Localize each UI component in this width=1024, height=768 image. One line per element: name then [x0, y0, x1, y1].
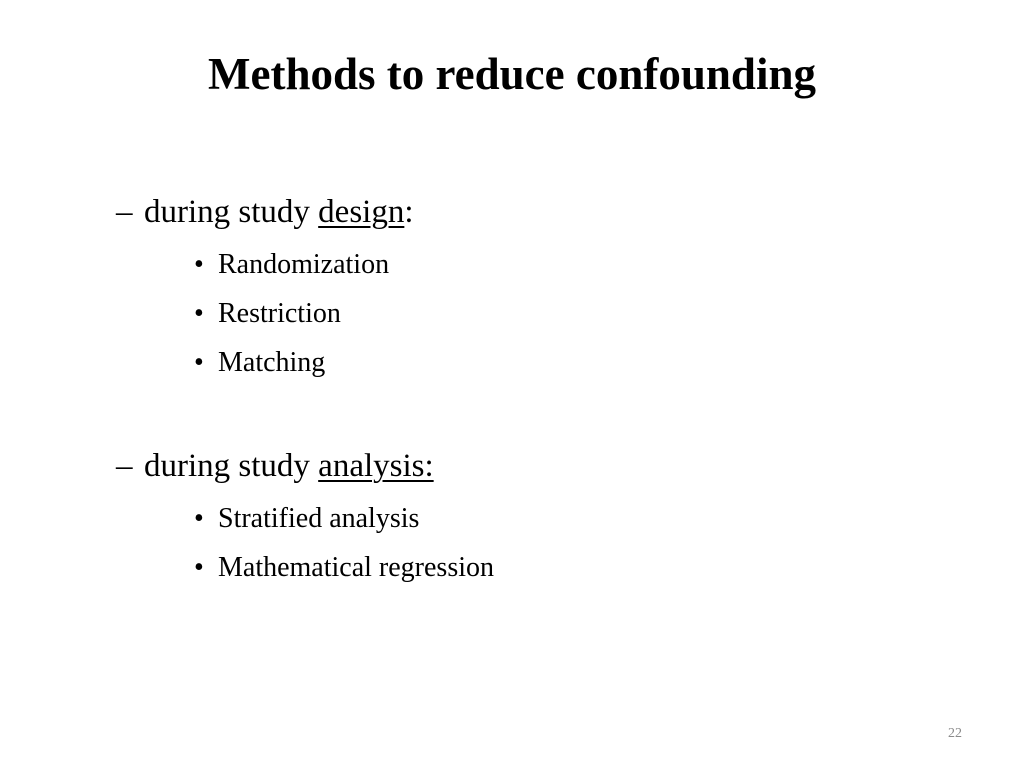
section-keyword-analysis: analysis:: [318, 448, 434, 484]
list-item: [144, 338, 414, 387]
bullet-icon: •: [194, 249, 204, 280]
dash-marker: –: [116, 194, 133, 230]
bullet-text: Matching: [218, 347, 326, 378]
bullet-icon: •: [194, 552, 204, 583]
bullet-text: Randomization: [218, 249, 390, 280]
bullet-list-design: [144, 240, 414, 387]
section-keyword-design: design: [318, 194, 405, 230]
bullet-text: Stratified analysis: [218, 503, 420, 534]
section-heading-design: [116, 190, 414, 387]
slide-number: 22: [948, 726, 962, 741]
bullet-text: Restriction: [218, 298, 341, 329]
bullet-text: Mathematical regression: [218, 552, 495, 583]
bullet-icon: •: [194, 298, 204, 329]
bullet-icon: •: [194, 503, 204, 534]
section-heading-analysis: [116, 444, 494, 592]
list-item: [144, 240, 414, 289]
list-item: [144, 543, 494, 592]
slide-title: Methods to reduce confounding: [208, 49, 816, 99]
dash-marker: –: [116, 448, 133, 484]
section-suffix: :: [404, 194, 414, 230]
section-analysis: [116, 444, 494, 592]
bullet-list-analysis: [144, 494, 494, 592]
list-item: [144, 494, 494, 543]
section-prefix: during study: [144, 194, 319, 230]
list-item: [144, 289, 414, 338]
section-prefix: during study: [144, 448, 319, 484]
section-design: [116, 190, 414, 387]
bullet-icon: •: [194, 347, 204, 378]
